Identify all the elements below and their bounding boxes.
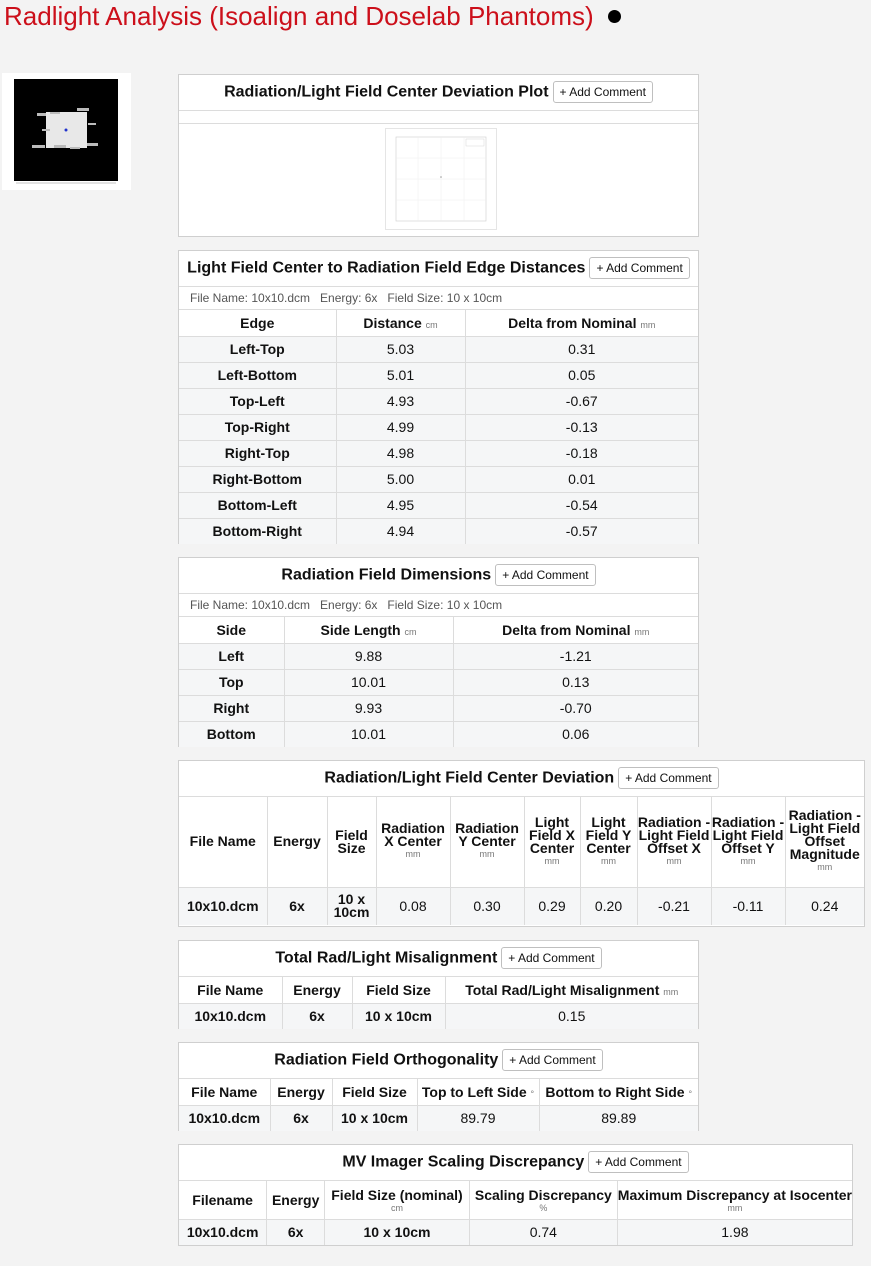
edge-cell: Bottom-Left xyxy=(179,492,336,518)
edge-distances-panel xyxy=(178,250,699,544)
unit-label: mm xyxy=(817,862,833,873)
radlight-thumbnail[interactable] xyxy=(2,73,131,190)
unit-label: ° xyxy=(530,1088,535,1099)
status-dot xyxy=(608,10,621,23)
field-dimensions-title: Radiation Field Dimensions xyxy=(281,566,492,584)
table-row xyxy=(179,492,698,518)
field-dimensions-panel xyxy=(178,557,699,747)
header-label: Radiation - Light Field Offset Y xyxy=(711,813,785,856)
add-comment-button[interactable]: + Add Comment xyxy=(501,947,601,969)
unit-label: mm xyxy=(634,626,650,637)
unit-label: mm xyxy=(666,855,682,866)
file-name-cell: 10x10.dcm xyxy=(179,887,267,925)
value-cell: 0.15 xyxy=(558,1008,586,1025)
file-name-meta: File Name: 10x10.dcm xyxy=(190,598,311,612)
file-name-cell: 10x10.dcm xyxy=(179,1003,282,1029)
col-header-top-left xyxy=(417,1079,539,1105)
delta-cell: -1.21 xyxy=(453,643,698,669)
energy-cell: 6x xyxy=(267,1219,325,1245)
header-label: Maximum Discrepancy at Isocenter xyxy=(617,1186,852,1203)
edge-cell: Bottom-Right xyxy=(179,518,336,544)
scaling-header xyxy=(179,1145,852,1181)
header-label: Radiation - Light Field Offset Magnitude xyxy=(788,807,861,863)
page-title-text: Radlight Analysis (Isoalign and Doselab Phantoms) xyxy=(4,1,594,31)
col-header-field-size: Field Size xyxy=(352,977,445,1003)
col-header-length-label: Side Length xyxy=(320,621,401,638)
field-size-meta: Field Size: 10 x 10cm xyxy=(387,291,503,305)
col-header-edge: Edge xyxy=(179,310,336,336)
value-cell: 0.24 xyxy=(811,898,839,915)
field-size-cell: 10 x 10cm xyxy=(352,1003,445,1029)
file-name-cell: 10x10.dcm xyxy=(179,1219,267,1245)
col-header-energy: Energy xyxy=(270,1079,332,1105)
center-deviation-title: Radiation/Light Field Center Deviation xyxy=(324,769,615,787)
value-cell: 0.20 xyxy=(580,887,637,925)
add-comment-button[interactable]: + Add Comment xyxy=(495,564,595,586)
table-row xyxy=(179,721,698,747)
header-label: Light Field Y Center xyxy=(585,813,632,856)
delta-cell: -0.67 xyxy=(465,388,698,414)
unit-label: mm xyxy=(479,849,495,860)
value-cell: 89.79 xyxy=(417,1105,539,1131)
col-header-rad-y xyxy=(450,797,524,887)
unit-label: cm xyxy=(425,319,438,330)
add-comment-button[interactable]: + Add Comment xyxy=(553,81,653,103)
col-header-delta xyxy=(453,617,698,643)
distance-cell: 4.99 xyxy=(336,414,465,440)
unit-label: mm xyxy=(544,855,560,866)
value-cell: -0.21 xyxy=(637,887,711,925)
col-header-file-name: File Name xyxy=(179,797,267,887)
field-dimensions-table xyxy=(179,617,698,747)
col-header-field-size xyxy=(325,1181,470,1219)
table-row xyxy=(179,887,864,925)
value-cell: 0.30 xyxy=(450,887,524,925)
field-size-meta: Field Size: 10 x 10cm xyxy=(387,598,503,612)
col-header-light-y xyxy=(580,797,637,887)
table-row xyxy=(179,440,698,466)
unit-label: ° xyxy=(688,1088,693,1099)
distance-cell: 4.93 xyxy=(336,388,465,414)
delta-cell: 0.01 xyxy=(465,466,698,492)
table-row xyxy=(179,466,698,492)
energy-meta: Energy: 6x xyxy=(320,598,378,612)
col-header-scaling-discrepancy xyxy=(469,1181,617,1219)
col-header-energy: Energy xyxy=(267,797,327,887)
thumbnail-image xyxy=(2,73,131,190)
scaling-panel xyxy=(178,1144,853,1246)
delta-cell: 0.13 xyxy=(453,669,698,695)
table-row xyxy=(179,669,698,695)
unit-label: mm xyxy=(405,849,421,860)
plot-graphic xyxy=(386,129,496,229)
table-row xyxy=(179,388,698,414)
edge-cell: Top-Right xyxy=(179,414,336,440)
table-row xyxy=(179,1105,698,1131)
orthogonality-header xyxy=(179,1043,698,1079)
misalignment-table xyxy=(179,977,698,1029)
col-header-offset-mag xyxy=(785,797,864,887)
center-deviation-plot-panel xyxy=(178,74,699,237)
col-header-delta xyxy=(465,310,698,336)
col-header-offset-x xyxy=(637,797,711,887)
table-row xyxy=(179,518,698,544)
distance-cell: 5.00 xyxy=(336,466,465,492)
value-cell: 1.98 xyxy=(721,1224,749,1241)
add-comment-button[interactable]: + Add Comment xyxy=(502,1049,602,1071)
delta-cell: -0.54 xyxy=(465,492,698,518)
add-comment-button[interactable]: + Add Comment xyxy=(618,767,718,789)
length-cell: 10.01 xyxy=(284,721,453,747)
edge-cell: Right-Top xyxy=(179,440,336,466)
side-cell: Bottom xyxy=(179,721,284,747)
misalignment-header xyxy=(179,941,698,977)
col-header-field-size: Field Size xyxy=(327,797,376,887)
col-header-bottom-right xyxy=(539,1079,698,1105)
col-header-distance-label: Distance xyxy=(363,314,422,331)
add-comment-button[interactable]: + Add Comment xyxy=(588,1151,688,1173)
scaling-table xyxy=(179,1181,852,1245)
table-row xyxy=(179,1219,852,1245)
center-deviation-table xyxy=(179,797,864,925)
col-header-file-name: File Name xyxy=(179,977,282,1003)
col-header-filename: Filename xyxy=(179,1181,267,1219)
col-header-delta-label: Delta from Nominal xyxy=(508,314,637,331)
distance-cell: 5.03 xyxy=(336,336,465,362)
distance-cell: 4.98 xyxy=(336,440,465,466)
col-header-max-discrepancy xyxy=(617,1181,852,1219)
center-deviation-header xyxy=(179,761,864,797)
side-cell: Top xyxy=(179,669,284,695)
field-size-cell: 10 x 10cm xyxy=(327,887,376,925)
header-label: Field Size (nominal) xyxy=(331,1186,463,1203)
col-header-energy: Energy xyxy=(282,977,352,1003)
value-cell: 0.29 xyxy=(524,887,580,925)
energy-cell: 6x xyxy=(267,887,327,925)
file-name-cell: 10x10.dcm xyxy=(179,1105,270,1131)
distance-cell: 5.01 xyxy=(336,362,465,388)
edge-cell: Left-Bottom xyxy=(179,362,336,388)
col-header-field-size: Field Size xyxy=(332,1079,417,1105)
col-header-energy: Energy xyxy=(267,1181,325,1219)
value-cell: -0.11 xyxy=(711,887,785,925)
table-row xyxy=(179,336,698,362)
delta-cell: 0.05 xyxy=(465,362,698,388)
unit-label: mm xyxy=(727,1202,743,1213)
field-size-cell: 10 x 10cm xyxy=(332,1105,417,1131)
panel-spacer xyxy=(179,111,698,124)
edge-distances-header xyxy=(179,251,698,287)
side-cell: Left xyxy=(179,643,284,669)
energy-cell: 6x xyxy=(270,1105,332,1131)
length-cell: 10.01 xyxy=(284,669,453,695)
unit-label: mm xyxy=(601,855,616,866)
header-label: Top to Left Side xyxy=(421,1083,527,1100)
col-header-file-name: File Name xyxy=(179,1079,270,1105)
energy-cell: 6x xyxy=(282,1003,352,1029)
header-label: Scaling Discrepancy xyxy=(474,1186,612,1203)
add-comment-button[interactable]: + Add Comment xyxy=(589,257,689,279)
edge-cell: Top-Left xyxy=(179,388,336,414)
length-cell: 9.88 xyxy=(284,643,453,669)
scaling-title: MV Imager Scaling Discrepancy xyxy=(342,1153,585,1171)
delta-cell: -0.18 xyxy=(465,440,698,466)
orthogonality-title: Radiation Field Orthogonality xyxy=(274,1051,499,1069)
page-title xyxy=(4,0,621,32)
unit-label: cm xyxy=(390,1202,403,1213)
unit-label: % xyxy=(539,1202,548,1213)
file-meta xyxy=(179,594,698,617)
delta-cell: 0.06 xyxy=(562,726,590,743)
header-label: Radiation X Center xyxy=(381,820,445,850)
header-label: Bottom to Right Side xyxy=(545,1083,685,1100)
header-label: Radiation - Light Field Offset X xyxy=(637,813,711,856)
delta-cell: -0.70 xyxy=(453,695,698,721)
col-header-offset-y xyxy=(711,797,785,887)
unit-label: mm xyxy=(740,855,756,866)
table-row xyxy=(179,695,698,721)
center-deviation-plot-header xyxy=(179,75,698,111)
col-header-light-x xyxy=(524,797,580,887)
col-header-length xyxy=(284,617,453,643)
table-row xyxy=(179,362,698,388)
length-cell: 9.93 xyxy=(284,695,453,721)
value-cell: 89.89 xyxy=(601,1110,637,1127)
misalignment-title: Total Rad/Light Misalignment xyxy=(275,949,498,967)
value-cell: 0.74 xyxy=(469,1219,617,1245)
field-size-cell: 10 x 10cm xyxy=(325,1219,470,1245)
col-header-distance xyxy=(336,310,465,336)
distance-cell: 4.94 xyxy=(336,518,465,544)
unit-label: mm xyxy=(663,986,679,997)
col-header-side: Side xyxy=(179,617,284,643)
value-cell: 0.08 xyxy=(376,887,450,925)
col-header-delta-label: Delta from Nominal xyxy=(502,621,631,638)
edge-cell: Left-Top xyxy=(179,336,336,362)
edge-cell: Right-Bottom xyxy=(179,466,336,492)
table-row xyxy=(179,643,698,669)
edge-distances-title: Light Field Center to Radiation Field Edge Distances xyxy=(187,259,586,277)
unit-label: cm xyxy=(404,626,417,637)
edge-distances-table xyxy=(179,310,698,544)
col-header-total-misalignment xyxy=(445,977,698,1003)
center-deviation-plot-image[interactable] xyxy=(385,128,497,230)
header-label: Total Rad/Light Misalignment xyxy=(465,981,660,998)
header-label: Radiation Y Center xyxy=(455,820,519,850)
col-header-rad-x xyxy=(376,797,450,887)
field-dimensions-header xyxy=(179,558,698,594)
orthogonality-panel xyxy=(178,1042,699,1131)
orthogonality-table xyxy=(179,1079,698,1131)
center-deviation-panel xyxy=(178,760,865,927)
energy-meta: Energy: 6x xyxy=(320,291,378,305)
center-deviation-plot-title: Radiation/Light Field Center Deviation Plot xyxy=(224,83,549,101)
delta-cell: -0.13 xyxy=(465,414,698,440)
side-cell: Right xyxy=(179,695,284,721)
file-name-meta: File Name: 10x10.dcm xyxy=(190,291,311,305)
table-row xyxy=(179,1003,698,1029)
misalignment-panel xyxy=(178,940,699,1029)
delta-cell: 0.31 xyxy=(465,336,698,362)
table-row xyxy=(179,414,698,440)
header-label: Light Field X Center xyxy=(529,813,575,856)
file-meta xyxy=(179,287,698,310)
unit-label: mm xyxy=(640,319,656,330)
delta-cell: -0.57 xyxy=(565,523,598,540)
distance-cell: 4.95 xyxy=(336,492,465,518)
